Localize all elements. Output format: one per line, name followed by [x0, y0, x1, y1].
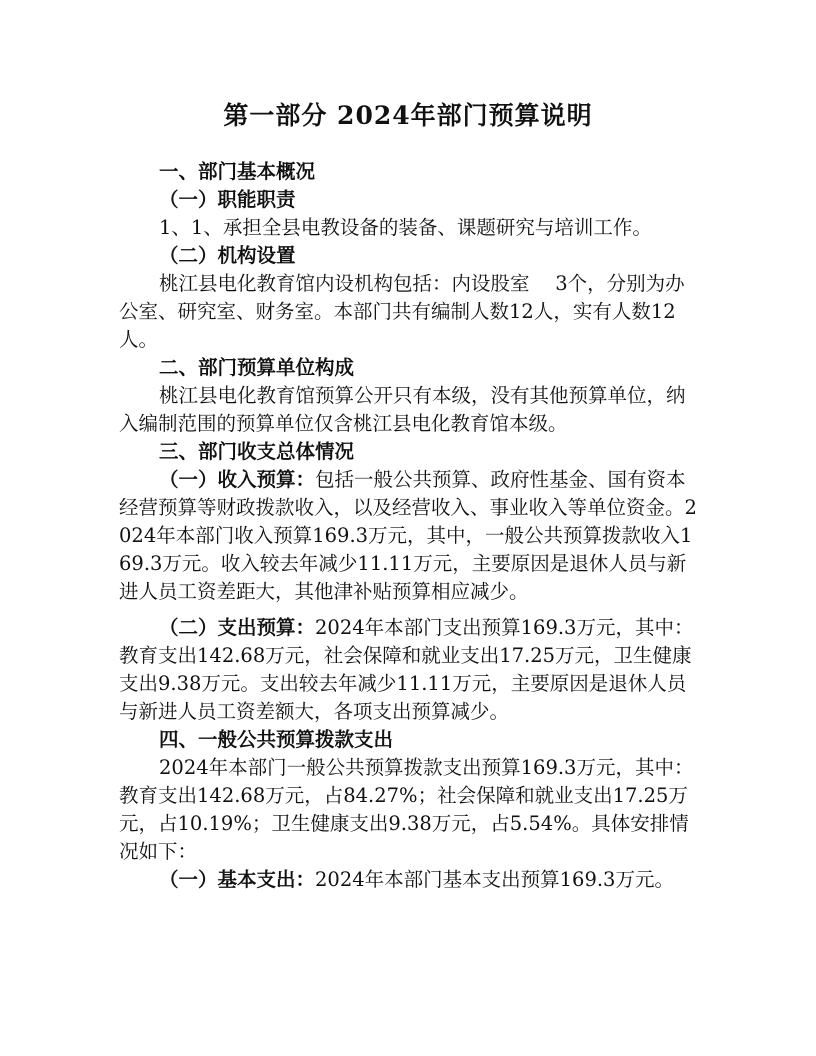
section-2-heading: 二、部门预算单位构成: [159, 356, 355, 379]
section-3-income-lead: （一）收入预算：: [159, 468, 316, 491]
section-1-heading: 一、部门基本概况: [159, 160, 316, 183]
section-4-heading: 四、一般公共预算拨款支出: [159, 728, 394, 751]
section-3-expense-text: 2024年本部门支出预算169.3万元，其中：教育支出142.68万元，社会保障和就业支出17.25万元，卫生健康支出9.38万元。支出较去年减少11.11万元，主要原因是退休人员与新进人员工资差额大，各项支出预算减少。: [119, 616, 694, 723]
section-3-heading: 三、部门收支总体情况: [159, 440, 355, 463]
section-3-income-text: 包括一般公共预算、政府性基金、国有资本经营预算等财政拨款收入，以及经营收入、事业收入等单位资金。2024年本部门收入预算169.3万元，其中，一般公共预算拨款收入169.3万元。收入较去年减少11.11万元，主要原因是退休人员与新进人员工资差距大，其他津补贴预算相应减少。: [119, 468, 697, 603]
section-3-expense-lead: （二）支出预算：: [159, 616, 316, 639]
section-1-1-text: 1、1、承担全县电教设备的装备、课题研究与培训工作。: [159, 216, 652, 239]
section-4-text: 2024年本部门一般公共预算拨款支出预算169.3万元，其中：教育支出142.68万元，占84.27%；社会保障和就业支出17.25万元，占10.19%；卫生健康支出9.38万元，占5.54%。具体安排情况如下：: [119, 756, 694, 863]
section-1-1-heading: （一）职能职责: [159, 188, 296, 211]
section-4-basic-lead: （一）基本支出：: [159, 868, 316, 891]
section-2-text: 桃江县电化教育馆预算公开只有本级，没有其他预算单位，纳入编制范围的预算单位仅含桃江县电化教育馆本级。: [119, 384, 686, 435]
document-body: [119, 158, 697, 894]
section-4-basic-paragraph: [119, 866, 697, 894]
section-3-income-paragraph: [119, 466, 697, 606]
section-1-2-heading: （二）机构设置: [159, 244, 296, 267]
section-3-expense-paragraph: [119, 614, 697, 726]
section-1-2-text: 桃江县电化教育馆内设机构包括：内设股室 3个，分别为办公室、研究室、财务室。本部门共有编制人数12人，实有人数12人。: [119, 272, 685, 351]
section-4-basic-text: 2024年本部门基本支出预算169.3万元。: [315, 868, 674, 891]
page-title: 第一部分 2024年部门预算说明: [223, 101, 593, 130]
